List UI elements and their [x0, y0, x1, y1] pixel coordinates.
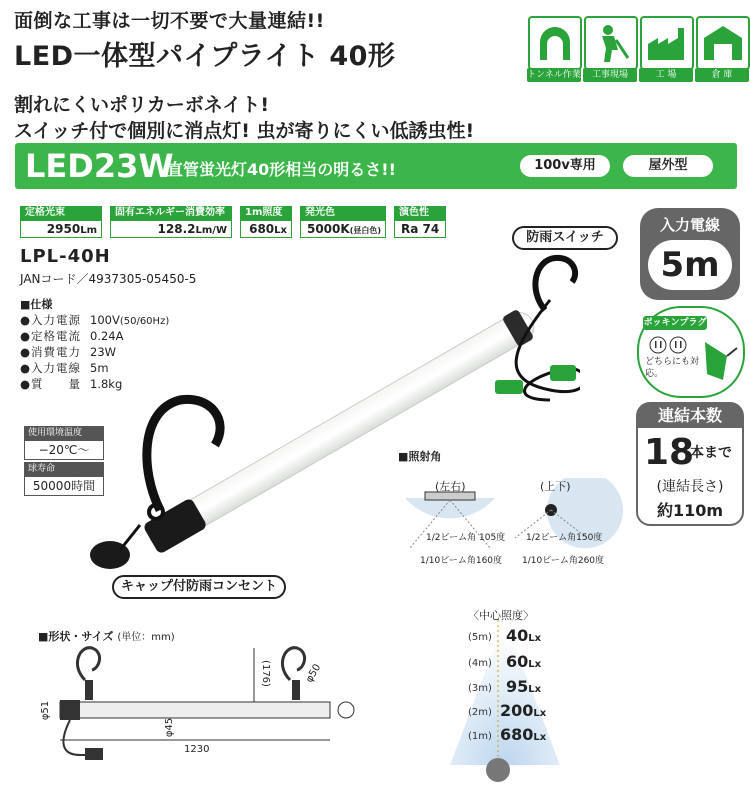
spec-box-color-temp: [300, 206, 386, 238]
usage-icons: [528, 16, 744, 86]
callout-switch: 防雨スイッチ: [512, 226, 618, 250]
jan-code: JANコード／4937305-05450-5: [20, 272, 197, 286]
construction-worker-icon: [584, 16, 638, 70]
link-count-box: [636, 402, 744, 526]
warehouse-icon: [696, 16, 750, 70]
dim-length: 1230: [184, 744, 210, 755]
brightness-claim: 直管蛍光灯40形相当の明るさ!!: [167, 160, 396, 179]
dim-diameter-51: φ51: [40, 700, 52, 721]
env-temp-label: 使用環境温度: [24, 426, 104, 440]
link-length: 約110m: [656, 501, 724, 520]
lux-row: (5m): [468, 632, 492, 643]
factory-icon: [640, 16, 694, 70]
plug-badge: [637, 306, 745, 398]
env-life-value: 50000時間: [24, 476, 104, 496]
lux-row: (3m): [468, 683, 492, 694]
dims-heading: ■形状・サイズ (単位：mm): [38, 630, 175, 643]
wattage-big: LED23W: [25, 147, 174, 185]
dim-height: (176): [259, 660, 271, 687]
spec-value: 2950Lm: [20, 220, 102, 238]
dim-diameter-45: φ45: [164, 717, 176, 738]
feature-line-1: 割れにくいポリカーボネイト!: [14, 94, 270, 116]
lux-value: 200Lx: [500, 701, 547, 720]
lux-row: (1m): [468, 731, 492, 742]
lux-value: 60Lx: [506, 652, 542, 671]
lux-heading: 〈中心照度〉: [468, 609, 534, 622]
spec-value: 680Lx: [240, 220, 292, 238]
lux-value: 680Lx: [500, 725, 547, 744]
outlet-icon: [649, 336, 689, 354]
spec-label: 固有エネルギー消費効率: [110, 206, 232, 220]
env-temp-value: −20℃〜: [24, 440, 104, 460]
spec-row: ●入力電源 100V(50/60Hz): [20, 313, 170, 327]
spec-label: 定格光束: [20, 206, 102, 220]
beam-heading: ■照射角: [398, 450, 442, 463]
headline-catchcopy: 面倒な工事は一切不要で大量連結!!: [14, 10, 325, 32]
link-count-label: 連結本数: [638, 404, 742, 428]
lux-row: (2m): [468, 707, 492, 718]
plug-badge-title: ポッキンプラグ: [643, 318, 707, 328]
icon-label: 工事現場: [583, 68, 637, 82]
dim-diameter-50: φ50: [304, 662, 324, 685]
model-number: LPL-40H: [20, 246, 111, 267]
plug-badge-text: どちらにも対応。: [645, 357, 700, 379]
spec-row: ●質 量 1.8kg: [20, 377, 123, 391]
cable-length-box: [640, 208, 740, 300]
spec-value: 5000K(昼白色): [300, 220, 386, 238]
beam-left-half: 1/2ビーム角 105度: [426, 533, 506, 543]
beam-right-title: (上下): [540, 480, 571, 493]
icon-label: トンネル作業: [527, 70, 581, 80]
spec-box-lumen: [20, 206, 102, 238]
env-life-label: 球寿命: [24, 462, 104, 476]
wattage-banner: [15, 143, 737, 189]
cable-label: 入力電線: [659, 216, 720, 234]
tunnel-icon: [528, 16, 582, 70]
spec-label: 1m照度: [240, 206, 292, 220]
spec-label: 発光色: [300, 206, 386, 220]
lux-value: 95Lx: [506, 677, 542, 696]
spec-row: ●消費電力 23W: [20, 345, 117, 359]
spec-box-illuminance: [240, 206, 292, 238]
icon-label: 倉 庫: [695, 68, 749, 82]
spec-row: ●定格電流 0.24A: [20, 329, 124, 343]
plug-icon: [697, 334, 739, 388]
link-length-label: (連結長さ): [656, 479, 724, 495]
link-count: 18: [644, 432, 695, 473]
outdoor-pill: 屋外型: [623, 155, 713, 177]
link-count-unit: 本まで: [690, 445, 732, 461]
beam-right-half: 1/2ビーム角150度: [526, 533, 603, 543]
beam-left-tenth: 1/10ビーム角160度: [420, 556, 503, 566]
lux-row: (4m): [468, 658, 492, 669]
icon-label: 工 場: [639, 68, 693, 82]
feature-line-2: スイッチ付で個別に消点灯! 虫が寄りにくい低誘虫性!: [14, 120, 475, 142]
spec-box-efficiency: [110, 206, 232, 238]
dimension-drawing: [30, 640, 380, 780]
spec-row: ●入力電線 5m: [20, 361, 109, 375]
spec-box-cri: [394, 206, 446, 238]
product-title: LED一体型パイプライト 40形: [14, 41, 396, 72]
beam-right-tenth: 1/10ビーム角260度: [522, 556, 605, 566]
callout-outlet: キャップ付防雨コンセント: [112, 575, 286, 599]
cable-value: 5m: [648, 240, 732, 290]
lux-value: 40Lx: [506, 626, 542, 645]
voltage-pill: 100v専用: [520, 155, 610, 177]
spec-value: Ra 74: [394, 220, 446, 238]
spec-label: 演色性: [394, 206, 446, 220]
spec-value: 128.2Lm/W: [110, 220, 232, 238]
spec-heading: ■仕様: [20, 298, 53, 311]
beam-left-title: (左右): [435, 480, 466, 493]
